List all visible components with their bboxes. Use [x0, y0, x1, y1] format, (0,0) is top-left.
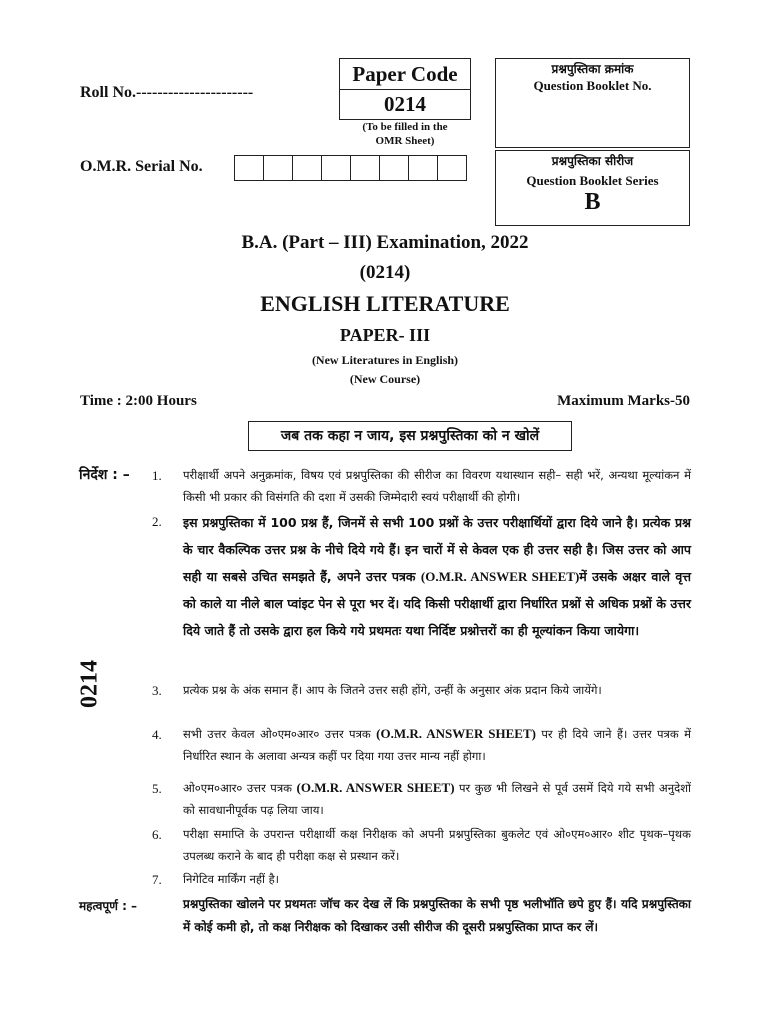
- exam-code: (0214): [359, 262, 411, 283]
- max-marks-label: Maximum Marks-50: [557, 393, 690, 409]
- instruction-6: परीक्षा समाप्ति के उपरान्त परीक्षार्थी कक्ष निरीक्षक को अपनी प्रश्नपुस्तिका बुकलेट एवं ओ०एम०आर० शीट पृथक–पृथक उपलब्ध कराने के बाद ही परीक्षा कक्ष से प्रस्थान करें।: [183, 827, 691, 863]
- subject-title: ENGLISH LITERATURE: [260, 291, 510, 316]
- paper-code-note-line2: OMR Sheet): [375, 135, 435, 147]
- booklet-number-hindi-label: प्रश्नपुस्तिका क्रमांक: [551, 62, 634, 76]
- instruction-4-omr: (O.M.R. ANSWER SHEET): [376, 726, 536, 741]
- instruction-2: [183, 509, 691, 644]
- important-note: प्रश्नपुस्तिका खोलने पर प्रथमतः जॉच कर देख लें कि प्रश्नपुस्तिका के सभी पृष्ठ भलीभॉति छपे हुए हैं। यदि प्रश्नपुस्तिका में कोई कमी हो, तो कक्ष निरीक्षक को दिखाकर उसी सीरीज की दूसरी प्रश्नपुस्तिका प्राप्त कर लें।: [183, 897, 691, 934]
- omr-serial-cell: [234, 155, 264, 181]
- booklet-number-label: Question Booklet No.: [533, 78, 652, 93]
- instruction-4-part-a: सभी उत्तर केवल ओ०एम०आर० उत्तर पत्रक: [183, 727, 371, 741]
- roll-number-field: Roll No.----------------------: [80, 84, 254, 101]
- omr-serial-cell: [321, 155, 351, 181]
- side-paper-code-text: 0214: [76, 660, 103, 708]
- side-paper-code: [60, 654, 120, 714]
- omr-serial-label: O.M.R. Serial No.: [80, 158, 203, 175]
- paper-title: PAPER- III: [339, 325, 431, 345]
- question-booklet-number-box: [495, 58, 690, 148]
- instruction-3: प्रत्येक प्रश्न के अंक समान हैं। आप के जितने उत्तर सही होंगे, उन्हीं के अनुसार अंक प्रदान किये जायेंगे।: [183, 683, 602, 697]
- omr-serial-cell: [292, 155, 322, 181]
- booklet-series-hindi-label: प्रश्नपुस्तिका सीरीज: [551, 154, 634, 168]
- do-not-open-warning: जब तक कहा न जाय, इस प्रश्नपुस्तिका को न खोलें: [248, 421, 572, 451]
- omr-serial-cell: [350, 155, 380, 181]
- instruction-number: 7.: [152, 872, 162, 887]
- instruction-4-part-b: पर ही दिये जाने हैं। उत्तर पत्रक में निर्धारित स्थान के अलावा अन्यत्र कहीं पर दिया गया उत्तर मान्य नहीं होगा।: [183, 727, 691, 763]
- omr-serial-cell: [263, 155, 293, 181]
- instruction-2-part-b: में उसके अक्षर वाले वृत्त को काले या नीले बाल प्वांइट पेन से पूरा भर दें। यदि किसी परीक्षार्थी द्वारा निर्धारित प्रश्नों से अधिक प्रश्नों के उत्तर दिये जाते हैं तो उसके द्वारा हल किये गये प्रथमतः यथा निर्दिष्ट प्रश्नोत्तरों का ही मूल्यांकन किया जायेगा।: [183, 569, 691, 638]
- paper-code-value: 0214: [384, 92, 426, 116]
- paper-code-note-line1: (To be filled in the: [362, 121, 448, 133]
- instruction-2-omr: (O.M.R. ANSWER SHEET): [420, 569, 580, 584]
- paper-subtitle: (New Literatures in English): [311, 353, 459, 367]
- instruction-1: परीक्षार्थी अपने अनुक्रमांक, विषय एवं प्रश्नपुस्तिका की सीरीज का विवरण यथास्थान सही– सही भरें, अन्यथा मूल्यांकन में किसी भी प्रकार की विसंगति की दशा में उसकी जिम्मेदारी स्वयं परीक्षार्थी की होगी।: [183, 468, 691, 504]
- omr-serial-cell: [408, 155, 438, 181]
- omr-serial-boxes: [235, 155, 467, 181]
- omr-serial-cell: [379, 155, 409, 181]
- paper-code-title: Paper Code: [340, 59, 470, 90]
- instruction-number: 5.: [152, 781, 162, 796]
- instruction-5-omr: (O.M.R. ANSWER SHEET): [296, 780, 455, 795]
- important-label: महत्वपूर्ण : –: [79, 899, 138, 913]
- instructions-label: निर्देश : –: [79, 467, 130, 483]
- instruction-5-part-b: पर कुछ भी लिखने से पूर्व उसमें दिये गये सभी अनुदेशों को सावधानीपूर्वक पढ़ लिया जाय।: [183, 781, 692, 817]
- exam-title: B.A. (Part – III) Examination, 2022: [241, 232, 529, 253]
- instruction-number: 6.: [152, 827, 162, 842]
- booklet-series-label: Question Booklet Series: [526, 173, 659, 188]
- instruction-number: 1.: [152, 468, 162, 483]
- instruction-5-part-a: ओ०एम०आर० उत्तर पत्रक: [183, 781, 293, 795]
- booklet-series-value: B: [584, 189, 601, 215]
- paper-code-note: [339, 120, 471, 148]
- question-booklet-series-box: [495, 150, 690, 226]
- course-subtitle: (New Course): [349, 372, 421, 386]
- instruction-5: [183, 777, 691, 821]
- instruction-number: 3.: [152, 683, 162, 698]
- omr-serial-cell: [437, 155, 467, 181]
- instruction-number: 2.: [152, 514, 162, 529]
- paper-code-box: [339, 58, 471, 120]
- instruction-2-part-a: इस प्रश्नपुस्तिका में 100 प्रश्न हैं, जिनमें से सभी 100 प्रश्नों के उत्तर परीक्षार्थियों द्वारा दिये जाने है। प्रत्येक प्रश्न के चार वैकल्पिक उत्तर प्रश्न के नीचे दिये गये हैं। इन चारों में से केवल एक ही उत्तर सही है। जिस उत्तर को आप सही या सबसे उचित समझते हैं, अपने उत्तर पत्रक: [183, 515, 691, 584]
- instruction-4: [183, 723, 691, 767]
- time-label: Time : 2:00 Hours: [80, 393, 197, 409]
- instruction-number: 4.: [152, 727, 162, 742]
- instruction-7: निगेटिव मार्किंग नहीं है।: [183, 872, 280, 886]
